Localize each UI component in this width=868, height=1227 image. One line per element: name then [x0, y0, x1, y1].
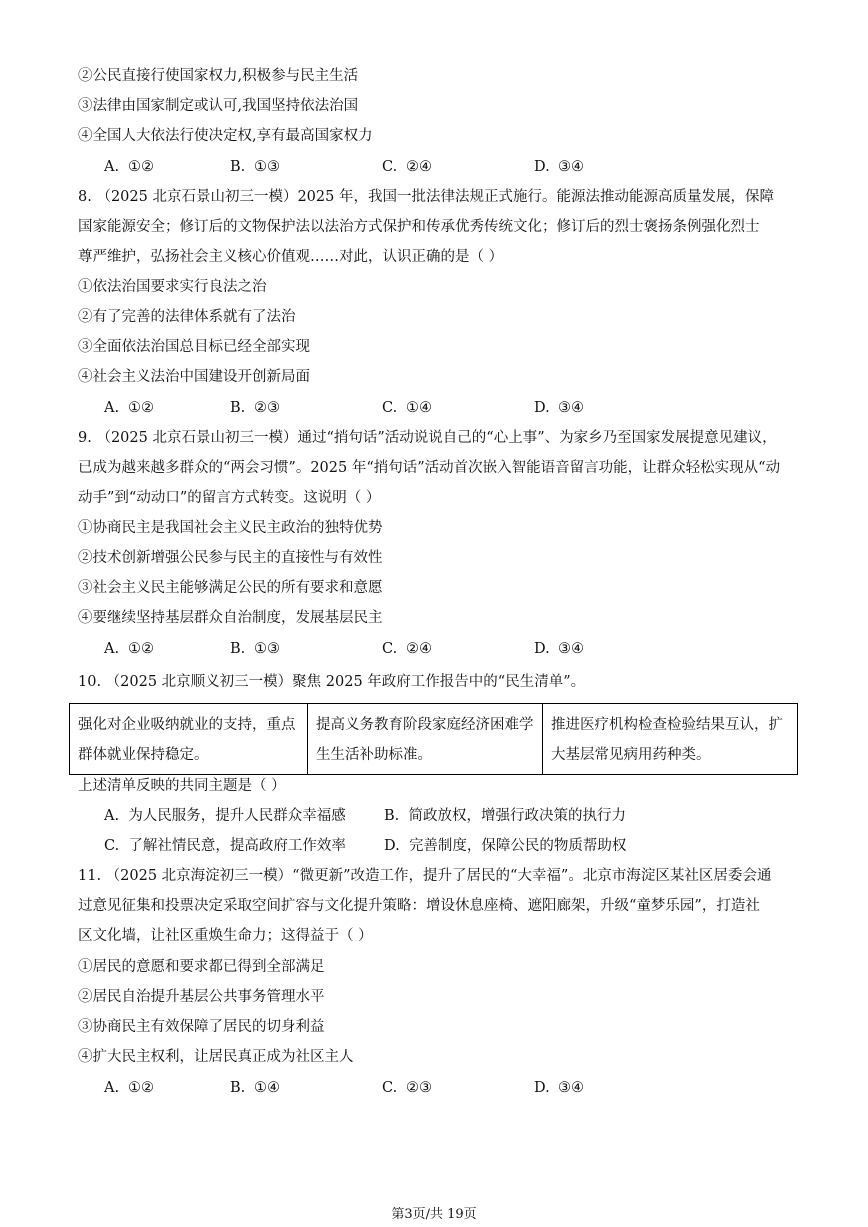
- q9-stem-line: 已成为越来越多群众的“两会习惯”。2025 年“捎句话”活动首次嵌入智能语音留言功能，让群众轻松实现从“动: [78, 460, 781, 476]
- statement: ④要继续坚持基层群众自治制度，发展基层民主: [78, 610, 383, 626]
- statement: ④扩大民主权利，让居民真正成为社区主人: [78, 1049, 354, 1065]
- statement: ④社会主义法治中国建设开创新局面: [78, 369, 310, 385]
- statement: ②技术创新增强公民参与民主的直接性与有效性: [78, 550, 383, 566]
- option-d: D. 完善制度，保障公民的物质帮助权: [384, 838, 627, 854]
- option-b: B. ①③: [230, 641, 280, 657]
- option-b: B. ①③: [230, 159, 280, 175]
- livelihood-list-table: [69, 703, 798, 775]
- option-b: B. 简政放权，增强行政决策的执行力: [384, 808, 626, 824]
- statement: ②居民自治提升基层公共事务管理水平: [78, 989, 325, 1005]
- option-c: C. 了解社情民意，提高政府工作效率: [104, 838, 346, 854]
- page-number: 第3页/共 19页: [391, 1207, 477, 1222]
- q10-question: 上述清单反映的共同主题是（ ）: [78, 778, 286, 794]
- statement: ③协商民主有效保障了居民的切身利益: [78, 1019, 325, 1035]
- option-a: A. ①②: [104, 400, 154, 416]
- table-cell: 提高义务教育阶段家庭经济困难学生生活补助标准。: [308, 704, 543, 775]
- option-c: C. ②④: [382, 641, 432, 657]
- statement: ④全国人大依法行使决定权,享有最高国家权力: [78, 128, 373, 144]
- option-d: D. ③④: [534, 641, 584, 657]
- statement: ③全面依法治国总目标已经全部实现: [78, 339, 310, 355]
- q11-options: [78, 1078, 798, 1098]
- q11-stem-line: 区文化墙，让社区重焕生命力；这得益于（ ）: [78, 928, 373, 944]
- q8-stem-line: 尊严维护，弘扬社会主义核心价值观……对此，认识正确的是（ ）: [78, 249, 504, 265]
- q8-stem-line: 国家能源安全；修订后的文物保护法以法治方式保护和传承优秀传统文化；修订后的烈士褒扬条例强化烈士: [78, 219, 760, 235]
- option-d: D. ③④: [534, 400, 584, 416]
- q11-stem-line: 11. （2025 北京海淀初三一模）“微更新”改造工作，提升了居民的“大幸福”。北京市海淀区某社区居委会通: [78, 868, 772, 884]
- option-a: A. ①②: [104, 641, 154, 657]
- table-cell: 强化对企业吸纳就业的支持，重点群体就业保持稳定。: [70, 704, 308, 775]
- option-b: B. ②③: [230, 400, 280, 416]
- option-a: A. 为人民服务，提升人民群众幸福感: [104, 808, 346, 824]
- statement: ①居民的意愿和要求都已得到全部满足: [78, 959, 325, 975]
- statement: ②有了完善的法律体系就有了法治: [78, 309, 296, 325]
- statement: ①依法治国要求实行良法之治: [78, 279, 267, 295]
- option-d: D. ③④: [534, 1080, 584, 1096]
- statement: ③社会主义民主能够满足公民的所有要求和意愿: [78, 580, 383, 596]
- option-d: D. ③④: [534, 159, 584, 175]
- q11-stem-line: 过意见征集和投票决定采取空间扩容与文化提升策略：增设休息座椅、遮阳廊架，升级“童梦乐园”，打造社: [78, 898, 760, 914]
- option-a: A. ①②: [104, 159, 154, 175]
- q9-stem-line: 动手”到“动动口”的留言方式转变。这说明（ ）: [78, 490, 381, 506]
- option-c: C. ①④: [382, 400, 432, 416]
- q8-options: [78, 398, 798, 418]
- statement: ③法律由国家制定或认可,我国坚持依法治国: [78, 98, 359, 114]
- q9-stem-line: 9. （2025 北京石景山初三一模）通过“捎句话”活动说说自己的“心上事”、为家乡乃至国家发展提意见建议，: [78, 430, 777, 446]
- q10-stem-line: 10. （2025 北京顺义初三一模）聚焦 2025 年政府工作报告中的“民生清单”。: [78, 674, 586, 690]
- statement: ②公民直接行使国家权力,积极参与民主生活: [78, 68, 359, 84]
- option-a: A. ①②: [104, 1080, 154, 1096]
- option-b: B. ①④: [230, 1080, 280, 1096]
- statement: ①协商民主是我国社会主义民主政治的独特优势: [78, 520, 383, 536]
- q7-options: [78, 157, 798, 177]
- q9-options: [78, 639, 798, 659]
- option-c: C. ②④: [382, 159, 432, 175]
- q8-stem-line: 8. （2025 北京石景山初三一模）2025 年，我国一批法律法规正式施行。能源法推动能源高质量发展，保障: [78, 189, 774, 205]
- option-c: C. ②③: [382, 1080, 432, 1096]
- table-cell: 推进医疗机构检查检验结果互认，扩大基层常见病用药种类。: [543, 704, 798, 775]
